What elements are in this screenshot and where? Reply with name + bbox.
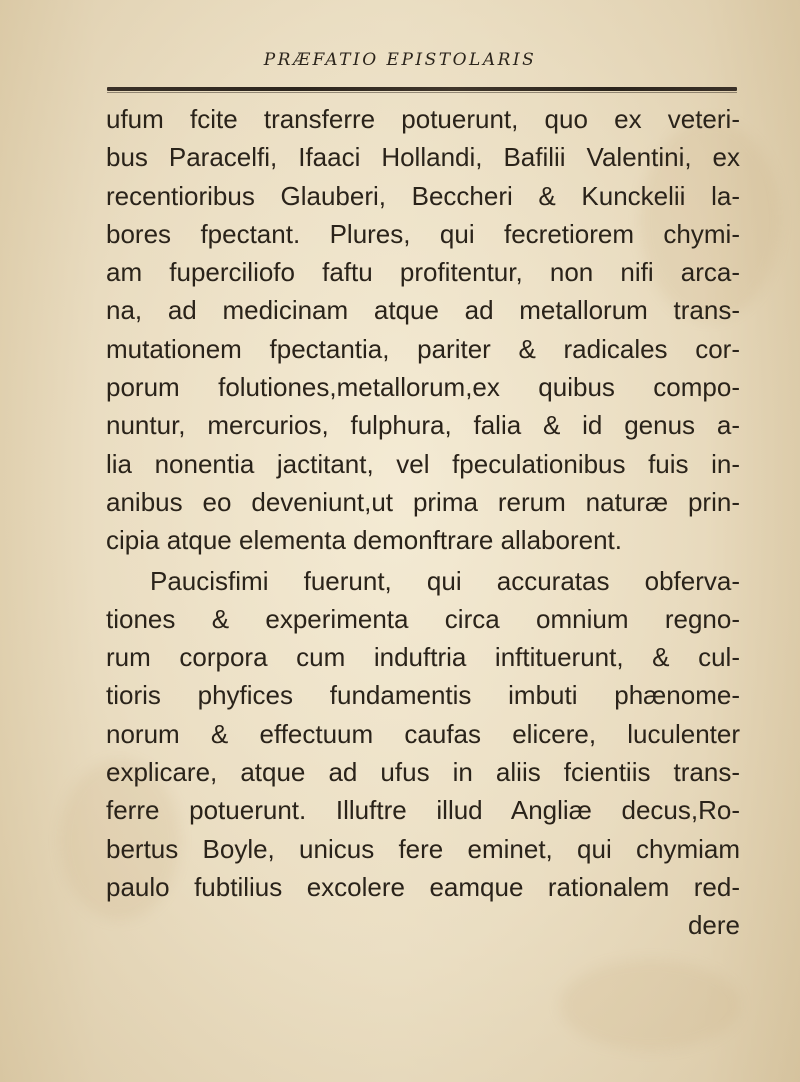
- text-line: tiones & experimenta circa omnium regno-: [106, 603, 740, 634]
- paragraph-end-line: cipia atque elementa demonftrare allaborent.: [106, 525, 622, 556]
- text-line: anibus eo deveniunt,ut prima rerum naturæ prin-: [106, 486, 740, 517]
- text-line: paulo fubtilius excolere eamque rationalem red-: [106, 871, 740, 902]
- text-line: bertus Boyle, unicus fere eminet, qui chymiam: [106, 833, 740, 864]
- text-line: porum folutiones,metallorum,ex quibus compo-: [106, 372, 740, 403]
- text-line: bores fpectant. Plures, qui fecretiorem chymi-: [106, 218, 740, 249]
- text-line: ferre potuerunt. Illuftre illud Angliæ decus,Ro-: [106, 795, 740, 826]
- text-line: bus Paracelfi, Ifaaci Hollandi, Bafilii Valentini, ex: [106, 142, 740, 173]
- text-line: rum corpora cum induftria inftituerunt, & cul-: [106, 642, 740, 673]
- text-line: nuntur, mercurios, fulphura, falia & id genus a-: [106, 410, 740, 441]
- text-line: recentioribus Glauberi, Beccheri & Kunckelii la-: [106, 180, 740, 211]
- header-rule: [107, 87, 737, 91]
- running-title: PRÆFATIO EPISTOLARIS: [263, 50, 537, 70]
- text-line: tioris phyfices fundamentis imbuti phænome-: [106, 680, 740, 711]
- catchword: dere: [687, 910, 740, 941]
- text-line: na, ad medicinam atque ad metallorum trans-: [106, 295, 740, 326]
- header-rule-thin: [107, 92, 737, 93]
- text-line: explicare, atque ad ufus in aliis fcientiis trans-: [106, 757, 740, 788]
- paper-stain: [560, 960, 740, 1050]
- text-line: ufum fcite transferre potuerunt, quo ex veteri-: [106, 104, 740, 134]
- text-line: lia nonentia jactitant, vel fpeculationibus fuis in-: [106, 448, 740, 479]
- body-text: [106, 100, 740, 945]
- paragraph-start-line: Paucisfimi fuerunt, qui accuratas obferva-: [150, 565, 740, 596]
- text-line: mutationem fpectantia, pariter & radicales cor-: [106, 333, 740, 364]
- text-line: am fuperciliofo faftu profitentur, non nifi arca-: [106, 257, 740, 288]
- text-line: norum & effectuum caufas elicere, luculenter: [106, 718, 740, 749]
